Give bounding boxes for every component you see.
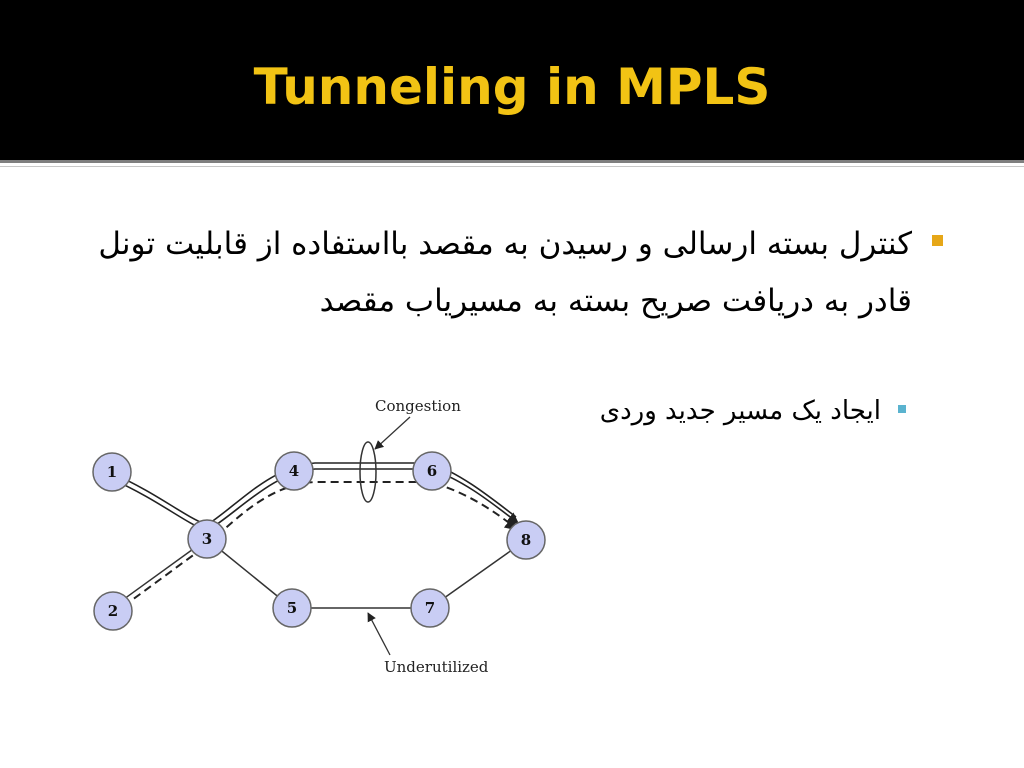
congested-path-b	[112, 469, 518, 531]
bullet-main-text: کنترل بسته ارسالی و رسیدن به مقصد بااستفاده از قابلیت تونل قادر به دریافت صریح بسته به مسیریاب مقصد	[98, 226, 912, 319]
slide-title: Tunneling in MPLS	[253, 58, 771, 116]
sub-bullet-marker	[898, 405, 906, 413]
node-2	[94, 592, 132, 630]
underutilized-callout	[368, 613, 390, 655]
node-5	[273, 589, 311, 627]
congestion-label: Congestion	[375, 397, 461, 415]
svg-text:6: 6	[426, 462, 438, 480]
node-1	[93, 453, 131, 491]
svg-text:1: 1	[106, 463, 118, 481]
svg-text:2: 2	[107, 602, 119, 620]
mpls-tunnel-diagram	[90, 385, 550, 680]
tunnel-lsp-dashed	[113, 482, 518, 614]
node-6	[413, 452, 451, 490]
title-divider-thin	[0, 166, 1024, 167]
svg-text:7: 7	[424, 599, 436, 617]
svg-text:4: 4	[288, 462, 300, 480]
title-divider	[0, 160, 1024, 163]
congestion-ellipse	[360, 442, 376, 502]
bullet-sub-text: ایجاد یک مسیر جدید وردی	[599, 396, 881, 426]
node-4	[275, 452, 313, 490]
node-3	[188, 520, 226, 558]
svg-text:5: 5	[286, 599, 298, 617]
node-7	[411, 589, 449, 627]
underutilized-label: Underutilized	[384, 658, 489, 676]
svg-text:3: 3	[201, 530, 213, 548]
node-8	[507, 521, 545, 559]
svg-text:8: 8	[520, 531, 532, 549]
congested-path-a	[112, 463, 516, 525]
bullet-marker	[932, 235, 943, 246]
congestion-callout	[375, 417, 410, 449]
